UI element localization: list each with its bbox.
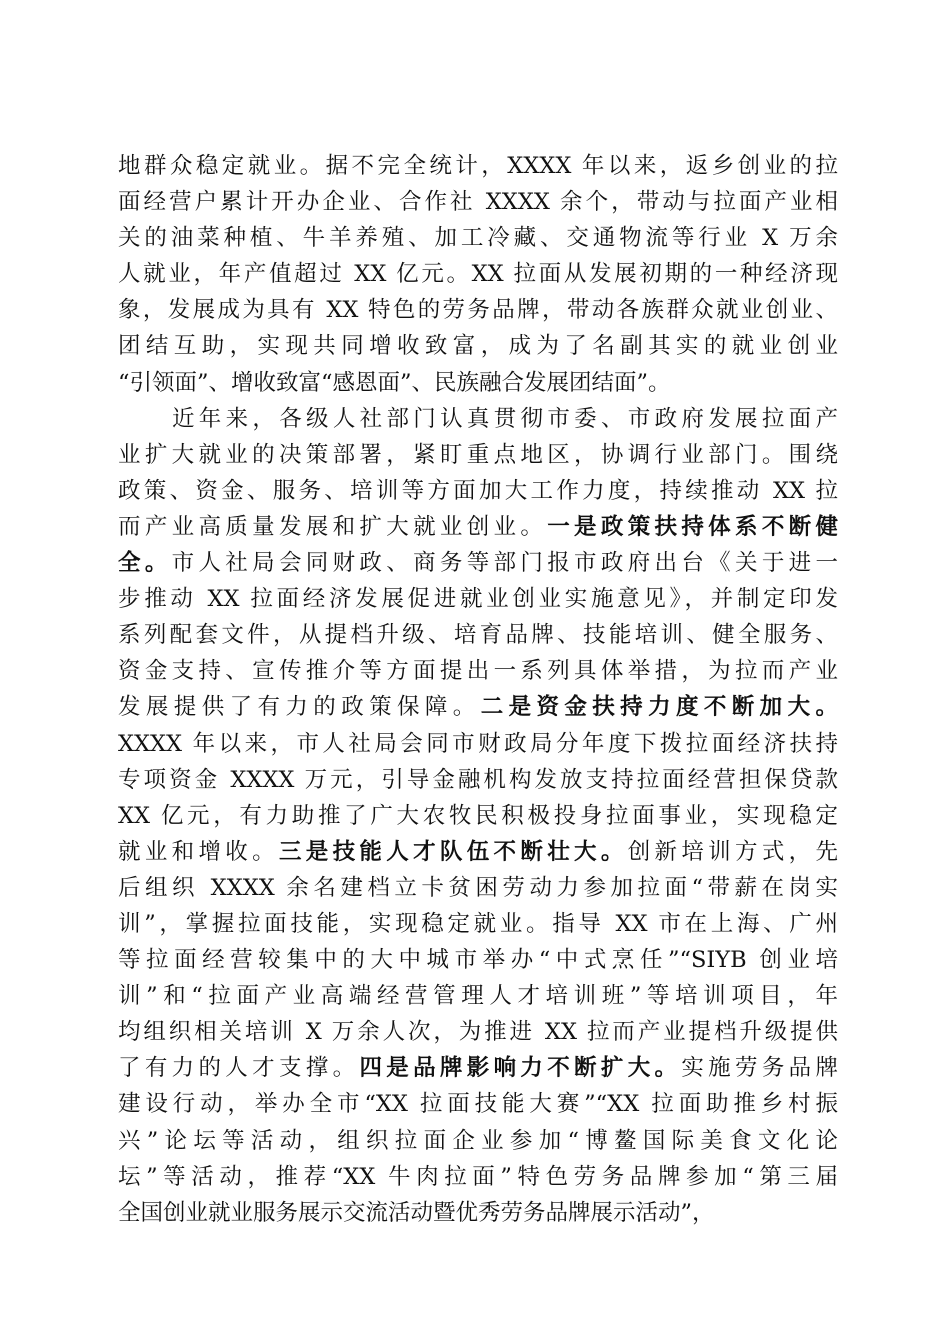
text-line	[118, 437, 838, 473]
bold-heading-text: 一是政策扶持体系不断健	[547, 513, 838, 540]
body-text-segment: XXXX 年以来，市人社局会同市财政局分年度下拨拉面经济扶持	[118, 730, 838, 757]
text-line	[118, 834, 838, 870]
body-text-segment: 建设行动，举办全市“XX 拉面技能大赛”“XX 拉面助推乡村振	[118, 1091, 838, 1118]
text-line	[118, 653, 838, 689]
text-line	[118, 726, 838, 762]
body-text-segment: 政策、资金、服务、培训等方面加大工作力度，持续推动 XX 拉	[118, 477, 838, 504]
text-line	[118, 545, 838, 581]
body-text-segment: 创新培训方式，先	[627, 838, 838, 865]
text-line	[118, 870, 838, 906]
body-text-segment: 等拉面经营较集中的大中城市举办“中式烹任”“SIYB 创业培	[118, 947, 838, 974]
text-line	[118, 1159, 838, 1195]
text-line	[118, 328, 838, 364]
body-text-segment: 人就业，年产值超过 XX 亿元。XX 拉面从发展初期的一种经济现	[118, 261, 838, 288]
body-text-segment: 面经营户累计开办企业、合作社 XXXX 余个，带动与拉面产业相	[118, 189, 838, 216]
text-line	[118, 1014, 838, 1050]
body-text-segment: 团结互助，实现共同增收致富，成为了名副其实的就业创业	[118, 333, 838, 360]
text-line	[118, 1086, 838, 1122]
text-line	[118, 509, 838, 545]
text-line	[118, 148, 838, 184]
body-text-segment: 而产业高质量发展和扩大就业创业。	[118, 513, 548, 540]
bold-heading-text: 三是技能人才队伍不断壮大。	[278, 838, 628, 865]
text-line	[118, 798, 838, 834]
body-text-segment: 发展提供了有力的政策保障。	[118, 694, 481, 721]
body-text	[118, 148, 838, 1231]
body-text-segment: 后组织 XXXX 余名建档立卡贫困劳动力参加拉面“带薪在岗实	[118, 874, 838, 901]
body-text-segment: 步推动 XX 拉面经济发展促进就业创业实施意见》，并制定印发	[118, 586, 838, 613]
text-line	[118, 473, 838, 509]
text-line	[118, 978, 838, 1014]
body-text-segment: 训”，掌握拉面技能，实现稳定就业。指导 XX 市在上海、广州	[118, 910, 838, 937]
text-line	[118, 689, 838, 725]
text-line	[118, 942, 838, 978]
text-line	[118, 1050, 838, 1086]
bold-heading-text: 四是品牌影响力不断扩大。	[359, 1055, 682, 1082]
body-text-segment: 地群众稳定就业。据不完全统计，XXXX 年以来，返乡创业的拉	[118, 153, 838, 179]
body-text-segment: 专项资金 XXXX 万元，引导金融机构发放支持拉面经营担保贷款	[118, 766, 838, 793]
text-line	[118, 256, 838, 292]
text-line	[118, 401, 838, 437]
bold-heading-text: 全。	[118, 550, 172, 577]
text-line	[118, 617, 838, 653]
body-text-segment: 近年来，各级人社部门认真贯彻市委、市政府发展拉面产	[172, 405, 838, 432]
text-line	[118, 762, 838, 798]
body-text-segment: XX 亿元，有力助推了广大农牧民积极投身拉面事业，实现稳定	[118, 802, 838, 829]
text-line	[118, 1195, 838, 1231]
text-line	[118, 581, 838, 617]
body-text-segment: 了有力的人才支撑。	[118, 1055, 360, 1082]
text-line	[118, 365, 838, 401]
body-text-segment: 资金支持、宣传推介等方面提出一系列具体举措，为拉而产业	[118, 658, 838, 685]
text-line	[118, 184, 838, 220]
text-line	[118, 292, 838, 328]
body-text-segment: 均组织相关培训 X 万余人次，为推进 XX 拉而产业提档升级提供	[118, 1019, 838, 1046]
body-text-segment: 就业和增收。	[118, 838, 279, 865]
body-text-segment: 关的油菜种植、牛羊养殖、加工冷藏、交通物流等行业 X 万余	[118, 225, 838, 252]
body-text-segment: 象，发展成为具有 XX 特色的劳务品牌，带动各族群众就业创业、	[118, 297, 838, 324]
bold-heading-text: 二是资金扶持力度不断加大。	[480, 694, 838, 721]
body-text-segment: 训”和“拉面产业高端经营管理人才培训班”等培训项目，年	[118, 983, 838, 1010]
text-line	[118, 906, 838, 942]
body-text-segment: 兴”论坛等活动，组织拉面企业参加“博鳌国际美食文化论	[118, 1127, 838, 1154]
body-text-segment: 业扩大就业的决策部署，紧盯重点地区，协调行业部门。围绕	[118, 441, 838, 468]
body-text-segment: 市人社局会同财政、商务等部门报市政府出台《关于进一	[171, 550, 838, 577]
body-text-segment: 实施劳务品牌	[681, 1055, 838, 1082]
body-text-segment: 坛”等活动，推荐“XX 牛肉拉面”特色劳务品牌参加“第三届	[118, 1163, 838, 1190]
text-line	[118, 1123, 838, 1159]
body-text-segment: 全国创业就业服务展示交流活动暨优秀劳务品牌展示活动”，	[118, 1199, 715, 1226]
body-text-segment: 系列配套文件，从提档升级、培育品牌、技能培训、健全服务、	[118, 622, 838, 649]
body-text-segment: “引领面”、增收致富“感恩面”、民族融合发展团结面”。	[118, 369, 671, 396]
text-line	[118, 220, 838, 256]
